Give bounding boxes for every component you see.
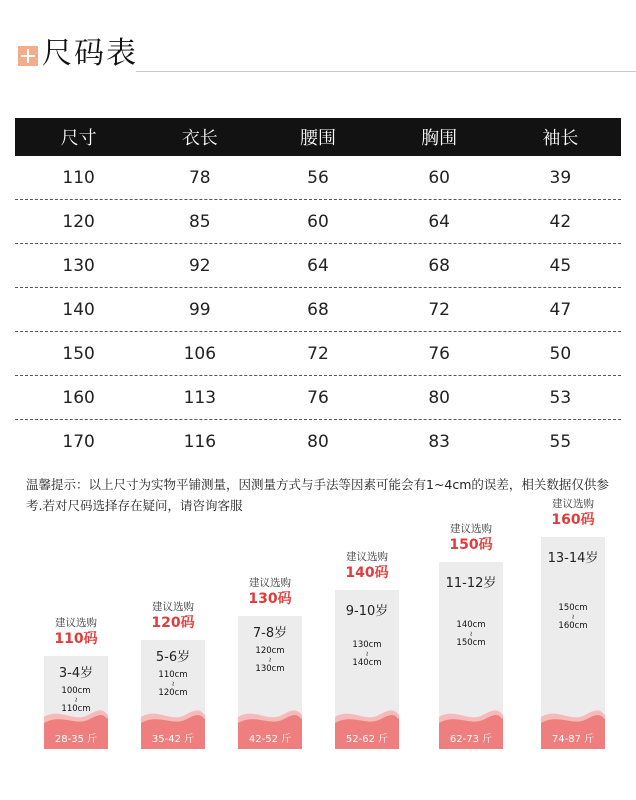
age-range: 13-14岁 [547,551,599,566]
table-row [15,244,621,288]
table-cell: 64 [428,211,450,232]
table-body [15,156,621,464]
table-row [15,156,621,200]
card-body [439,562,503,749]
table-cell: 83 [428,432,450,452]
header-waist: 腰围 [299,128,336,149]
height-range [541,603,605,632]
table-cell: 50 [549,343,572,364]
age-range: 11-12岁 [445,576,497,591]
table-header [15,118,621,156]
card-body [141,640,205,749]
table-cell: 113 [183,387,217,408]
table-row [15,332,621,376]
height-high: 140cm [352,658,382,668]
table-cell: 106 [183,343,217,364]
weight-range: 35-42 斤 [151,734,195,745]
height-high: 110cm [61,704,91,714]
table-cell: 85 [188,211,211,232]
table-cell: 39 [549,167,572,188]
table-cell: 140 [62,299,95,320]
recommended-size: 150码 [449,537,493,553]
card-body [335,590,399,749]
table-cell: 60 [307,211,329,232]
suggest-label: 建议选购 [450,523,492,535]
table-cell: 56 [307,167,329,188]
table-cell: 68 [307,299,329,320]
card-header [421,522,521,554]
plus-icon [18,46,38,66]
header-length: 衣长 [181,128,218,149]
table-cell: 160 [62,387,95,408]
suggest-label: 建议选购 [249,577,291,589]
header-sleeve: 袖长 [542,128,579,149]
table-cell: 68 [428,255,450,276]
age-range: 9-10岁 [345,604,389,619]
card-header [317,550,417,582]
table-cell: 130 [62,255,95,276]
weight-range: 62-73 斤 [449,734,493,745]
height-high: 160cm [558,621,588,631]
table-cell: 80 [307,432,329,452]
table-cell: 76 [428,343,450,364]
table-cell: 99 [188,299,211,320]
table-cell: 53 [549,387,572,408]
table-row [15,376,621,420]
height-high: 130cm [255,664,285,674]
height-low: 120cm [255,646,285,656]
height-range [439,620,503,649]
header-size: 尺寸 [60,128,97,149]
card-body [44,656,108,749]
table-cell: 120 [62,211,95,232]
card-header [523,497,623,529]
recommended-size: 110码 [54,631,98,647]
height-tilde: ≀ [268,656,272,664]
table-cell: 116 [183,432,217,452]
weight-range: 28-35 斤 [54,734,98,745]
card-header [220,576,320,608]
table-cell: 60 [428,167,450,188]
height-tilde: ≀ [571,613,575,621]
suggest-label: 建议选购 [152,601,194,613]
table-cell: 64 [307,255,329,276]
age-range: 3-4岁 [58,666,94,681]
table-cell: 42 [549,211,572,232]
recommended-size: 140码 [345,565,389,581]
table-cell: 92 [188,255,211,276]
height-tilde: ≀ [74,696,78,704]
height-range [141,670,205,699]
weight-range: 42-52 斤 [248,734,292,745]
title-bar [18,36,636,76]
table-cell: 110 [62,167,95,188]
table-cell: 78 [188,167,211,188]
title-divider [136,71,636,72]
suggest-label: 建议选购 [55,617,97,629]
size-card-5 [439,518,503,749]
page-title: 尺码表 [42,36,138,71]
size-card-3 [238,572,302,749]
age-range: 7-8岁 [252,626,288,641]
table-row [15,288,621,332]
size-card-6 [541,493,605,749]
size-card-1 [44,612,108,749]
height-low: 100cm [61,686,91,696]
height-tilde: ≀ [469,630,473,638]
size-card-2 [141,596,205,749]
table-row [15,420,621,464]
height-low: 110cm [158,670,188,680]
height-low: 150cm [558,603,588,613]
height-high: 120cm [158,688,188,698]
height-high: 150cm [456,638,486,648]
recommended-size: 120码 [151,615,195,631]
recommended-size: 130码 [248,591,292,607]
height-low: 140cm [456,620,486,630]
card-body [238,616,302,749]
table-cell: 55 [549,432,572,452]
table-cell: 150 [62,343,95,364]
table-cell: 45 [549,255,572,276]
card-body [541,537,605,749]
weight-range: 74-87 斤 [551,734,595,745]
table-cell: 72 [428,299,450,320]
header-chest: 胸围 [421,128,458,149]
height-tilde: ≀ [365,650,369,658]
suggest-label: 建议选购 [346,551,388,563]
card-header [123,600,223,632]
suggest-label: 建议选购 [552,498,594,510]
recommended-size: 160码 [551,512,595,528]
table-cell: 76 [307,387,329,408]
table-row [15,200,621,244]
height-tilde: ≀ [171,680,175,688]
table-cell: 72 [307,343,329,364]
height-range [335,640,399,669]
table-cell: 80 [428,387,450,408]
size-table [15,118,621,464]
table-cell: 47 [549,299,572,320]
height-range [238,646,302,675]
height-low: 130cm [352,640,382,650]
table-cell: 170 [62,432,95,452]
card-header [26,616,126,648]
age-range: 5-6岁 [155,650,191,665]
size-card-4 [335,546,399,749]
warm-tip-note: 温馨提示：以上尺寸为实物平铺测量，因测量方式与手法等因素可能会有1~4cm的误差，相关数据仅供参考.若对尺码选择存在疑问，请咨询客服 [26,477,609,513]
weight-range: 52-62 斤 [345,734,389,745]
